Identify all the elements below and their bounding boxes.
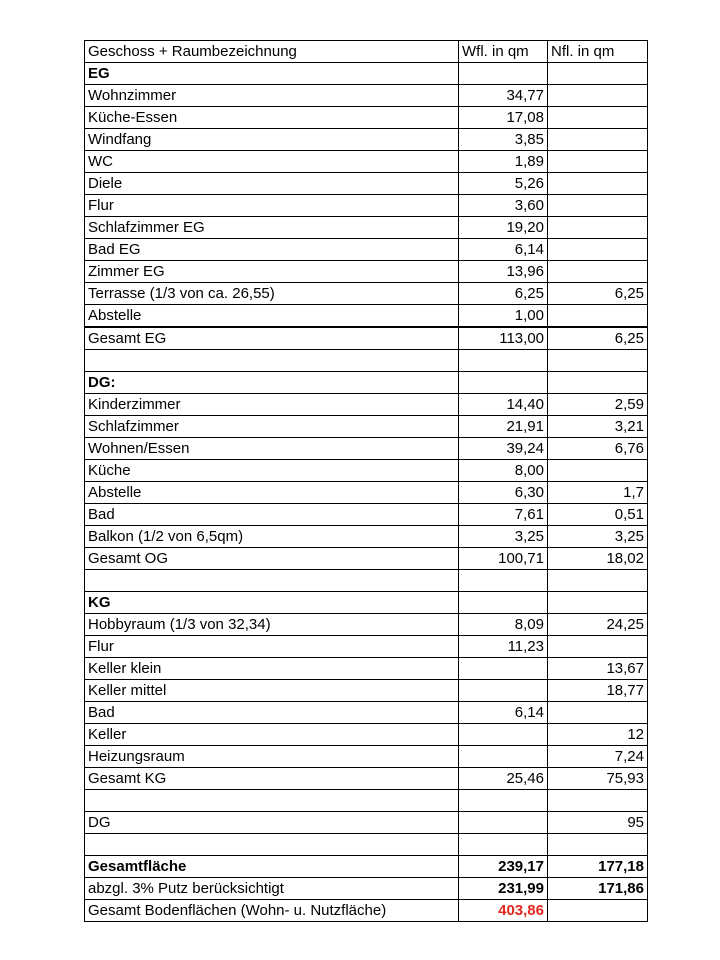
table-row	[85, 900, 648, 922]
nfl-cell	[548, 107, 648, 129]
wfl-cell: 6,14	[459, 702, 548, 724]
wfl-cell	[459, 570, 548, 592]
wfl-cell: 239,17	[459, 856, 548, 878]
wfl-cell: 13,96	[459, 261, 548, 283]
table-row	[85, 283, 648, 305]
table-row	[85, 570, 648, 592]
wfl-cell: 1,89	[459, 151, 548, 173]
nfl-cell	[548, 261, 648, 283]
table-row	[85, 636, 648, 658]
room-name-cell: Abstelle	[85, 482, 459, 504]
nfl-cell	[548, 217, 648, 239]
wfl-cell: 11,23	[459, 636, 548, 658]
table-row	[85, 416, 648, 438]
table-row	[85, 85, 648, 107]
nfl-cell: 3,21	[548, 416, 648, 438]
nfl-cell	[548, 85, 648, 107]
nfl-cell: 12	[548, 724, 648, 746]
header-nfl: Nfl. in qm	[548, 41, 648, 63]
room-name-cell: Gesamt Bodenflächen (Wohn- u. Nutzfläche)	[85, 900, 459, 922]
wfl-cell: 8,00	[459, 460, 548, 482]
room-name-cell: Diele	[85, 173, 459, 195]
table-row	[85, 856, 648, 878]
room-name-cell: Schlafzimmer EG	[85, 217, 459, 239]
table-row	[85, 261, 648, 283]
nfl-cell: 177,18	[548, 856, 648, 878]
wfl-cell: 21,91	[459, 416, 548, 438]
nfl-cell: 6,76	[548, 438, 648, 460]
table-row	[85, 63, 648, 85]
room-name-cell: Windfang	[85, 129, 459, 151]
wfl-cell: 3,60	[459, 195, 548, 217]
room-name-cell	[85, 790, 459, 812]
nfl-cell: 13,67	[548, 658, 648, 680]
room-name-cell: Keller klein	[85, 658, 459, 680]
room-name-cell: WC	[85, 151, 459, 173]
table-row	[85, 790, 648, 812]
wfl-cell: 3,85	[459, 129, 548, 151]
wfl-cell: 231,99	[459, 878, 548, 900]
room-name-cell: Wohnen/Essen	[85, 438, 459, 460]
room-name-cell: Wohnzimmer	[85, 85, 459, 107]
wfl-cell: 8,09	[459, 614, 548, 636]
nfl-cell	[548, 790, 648, 812]
nfl-cell: 3,25	[548, 526, 648, 548]
wfl-cell: 14,40	[459, 394, 548, 416]
wfl-cell	[459, 746, 548, 768]
table-row	[85, 724, 648, 746]
nfl-cell	[548, 834, 648, 856]
room-name-cell: Gesamt EG	[85, 327, 459, 350]
table-row	[85, 107, 648, 129]
table-row	[85, 526, 648, 548]
room-name-cell: Bad	[85, 702, 459, 724]
header-wfl: Wfl. in qm	[459, 41, 548, 63]
room-name-cell: Abstelle	[85, 305, 459, 328]
nfl-cell: 24,25	[548, 614, 648, 636]
table-row	[85, 592, 648, 614]
wfl-cell	[459, 790, 548, 812]
nfl-cell	[548, 372, 648, 394]
wfl-cell: 17,08	[459, 107, 548, 129]
wfl-cell: 1,00	[459, 305, 548, 328]
nfl-cell	[548, 900, 648, 922]
table-row	[85, 460, 648, 482]
nfl-cell	[548, 173, 648, 195]
table-row	[85, 438, 648, 460]
room-name-cell: Flur	[85, 636, 459, 658]
room-name-cell: Heizungsraum	[85, 746, 459, 768]
table-row	[85, 350, 648, 372]
nfl-cell	[548, 239, 648, 261]
room-name-cell: Gesamtfläche	[85, 856, 459, 878]
nfl-cell	[548, 702, 648, 724]
room-name-cell: Kinderzimmer	[85, 394, 459, 416]
nfl-cell: 95	[548, 812, 648, 834]
room-name-cell: Küche-Essen	[85, 107, 459, 129]
table-row	[85, 680, 648, 702]
room-name-cell	[85, 570, 459, 592]
wfl-cell: 6,14	[459, 239, 548, 261]
table-row	[85, 812, 648, 834]
room-name-cell	[85, 350, 459, 372]
nfl-cell	[548, 63, 648, 85]
room-name-cell: Gesamt OG	[85, 548, 459, 570]
nfl-cell: 18,02	[548, 548, 648, 570]
wfl-cell: 113,00	[459, 327, 548, 350]
table-row	[85, 151, 648, 173]
table-row	[85, 878, 648, 900]
room-name-cell: Flur	[85, 195, 459, 217]
nfl-cell	[548, 195, 648, 217]
room-name-cell: abzgl. 3% Putz berücksichtigt	[85, 878, 459, 900]
header-row	[85, 41, 648, 63]
room-name-cell: Zimmer EG	[85, 261, 459, 283]
nfl-cell	[548, 350, 648, 372]
wfl-cell: 34,77	[459, 85, 548, 107]
wfl-cell	[459, 592, 548, 614]
table-row	[85, 195, 648, 217]
wfl-cell: 6,30	[459, 482, 548, 504]
nfl-cell: 1,7	[548, 482, 648, 504]
nfl-cell	[548, 636, 648, 658]
nfl-cell	[548, 592, 648, 614]
table-row	[85, 394, 648, 416]
table-row	[85, 746, 648, 768]
wfl-cell: 6,25	[459, 283, 548, 305]
room-name-cell	[85, 834, 459, 856]
table-row	[85, 504, 648, 526]
room-name-cell: Schlafzimmer	[85, 416, 459, 438]
wfl-cell	[459, 680, 548, 702]
table-row	[85, 702, 648, 724]
table-row	[85, 372, 648, 394]
nfl-cell: 7,24	[548, 746, 648, 768]
room-name-cell: Keller	[85, 724, 459, 746]
table-row	[85, 327, 648, 350]
wfl-cell	[459, 350, 548, 372]
table-row	[85, 482, 648, 504]
table-row	[85, 129, 648, 151]
room-name-cell: Balkon (1/2 von 6,5qm)	[85, 526, 459, 548]
nfl-cell: 6,25	[548, 283, 648, 305]
room-name-cell: Keller mittel	[85, 680, 459, 702]
room-name-cell: Terrasse (1/3 von ca. 26,55)	[85, 283, 459, 305]
wfl-cell: 3,25	[459, 526, 548, 548]
table-row	[85, 658, 648, 680]
room-name-cell: EG	[85, 63, 459, 85]
header-room: Geschoss + Raumbezeichnung	[85, 41, 459, 63]
room-name-cell: Hobbyraum (1/3 von 32,34)	[85, 614, 459, 636]
table-row	[85, 217, 648, 239]
room-name-cell: Gesamt KG	[85, 768, 459, 790]
wfl-cell: 100,71	[459, 548, 548, 570]
nfl-cell: 75,93	[548, 768, 648, 790]
table-row	[85, 173, 648, 195]
nfl-cell	[548, 570, 648, 592]
nfl-cell: 2,59	[548, 394, 648, 416]
room-name-cell: Bad	[85, 504, 459, 526]
wfl-cell	[459, 834, 548, 856]
wfl-cell: 39,24	[459, 438, 548, 460]
wfl-cell	[459, 63, 548, 85]
area-table	[84, 40, 648, 922]
room-name-cell: DG:	[85, 372, 459, 394]
wfl-cell: 19,20	[459, 217, 548, 239]
wfl-cell	[459, 812, 548, 834]
table-row	[85, 768, 648, 790]
wfl-cell	[459, 658, 548, 680]
nfl-cell	[548, 305, 648, 328]
nfl-cell: 171,86	[548, 878, 648, 900]
room-name-cell: DG	[85, 812, 459, 834]
table-row	[85, 614, 648, 636]
nfl-cell	[548, 460, 648, 482]
room-name-cell: Bad EG	[85, 239, 459, 261]
table-row	[85, 305, 648, 328]
wfl-cell: 5,26	[459, 173, 548, 195]
wfl-cell	[459, 372, 548, 394]
room-name-cell: KG	[85, 592, 459, 614]
nfl-cell	[548, 151, 648, 173]
table-row	[85, 834, 648, 856]
wfl-cell: 25,46	[459, 768, 548, 790]
table-row	[85, 239, 648, 261]
nfl-cell: 0,51	[548, 504, 648, 526]
wfl-cell: 403,86	[459, 900, 548, 922]
nfl-cell: 6,25	[548, 327, 648, 350]
room-name-cell: Küche	[85, 460, 459, 482]
nfl-cell: 18,77	[548, 680, 648, 702]
wfl-cell	[459, 724, 548, 746]
wfl-cell: 7,61	[459, 504, 548, 526]
nfl-cell	[548, 129, 648, 151]
table-row	[85, 548, 648, 570]
